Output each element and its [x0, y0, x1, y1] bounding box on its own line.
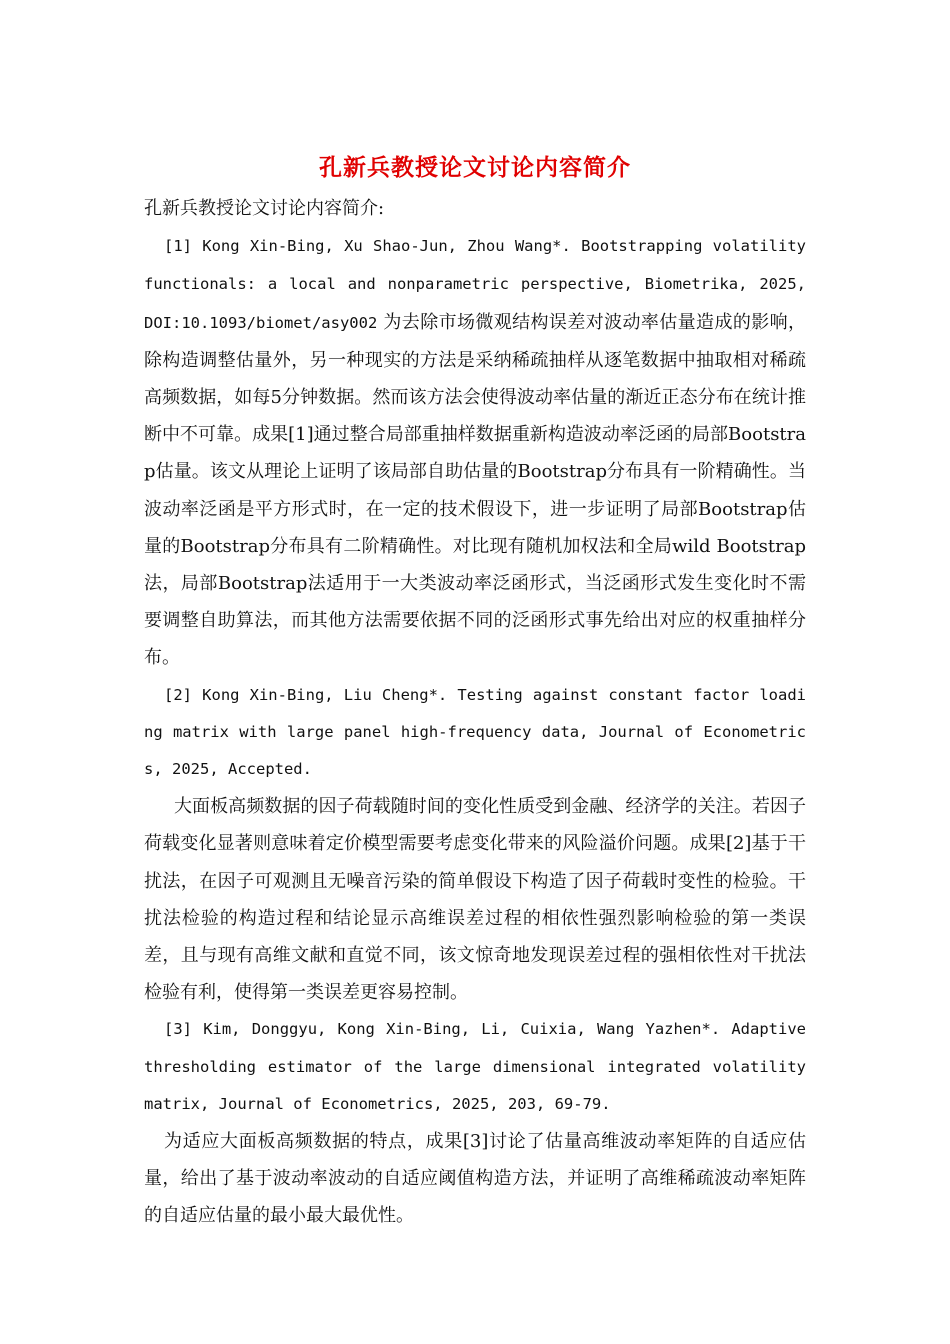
- document-page: [144, 150, 806, 1235]
- document-title: 孔新兵教授论文讨论内容简介: [319, 154, 631, 181]
- paper-2-citation: [2] Kong Xin-Bing, Liu Cheng*. Testing against constant factor loading matrix with large panel high-frequency data, Journal of Econometrics, 2025, Accepted.: [144, 685, 806, 779]
- intro-line: 孔新兵教授论文讨论内容简介:: [144, 198, 385, 219]
- paper-3-summary: 为适应大面板高频数据的特点，成果[3]讨论了估量高维波动率矩阵的自适应估量，给出了基于波动率波动的自适应阈值构造方法，并证明了高维稀疏波动率矩阵的自适应估量的最小最大最优性。: [144, 1131, 806, 1227]
- paper-1-summary: 为去除市场微观结构误差对波动率估量造成的影响，除构造调整估量外，另一种现实的方法是采纳稀疏抽样从逐笔数据中抽取相对稀疏高频数据，如每5分钟数据。然而该方法会使得波动率估量的渐近正态分布在统计推断中不可靠。成果[1]通过整合局部重抽样数据重新构造波动率泛函的局部Bootstrap估量。该文从理论上证明了该局部自助估量的Bootstrap分布具有一阶精确性。当波动率泛函是平方形式时，在一定的技术假设下，进一步证明了局部Bootstrap估量的Bootstrap分布具有二阶精确性。对比现有随机加权法和全局wild Bootstrap法，局部Bootstrap法适用于一大类波动率泛函形式，当泛函形式发生变化时不需要调整自助算法，而其他方法需要依据不同的泛函形式事先给出对应的权重抽样分布。: [144, 311, 806, 669]
- paper-3-citation: [3] Kim, Donggyu, Kong Xin-Bing, Li, Cuixia, Wang Yazhen*. Adaptive thresholding estimator of the large dimensional integrated volatility matrix, Journal of Econometrics, 2025, 203, 69-79.: [144, 1020, 806, 1113]
- paper-1-paragraph: [144, 227, 806, 676]
- paper-2-summary: 大面板高频数据的因子荷载随时间的变化性质受到金融、经济学的关注。若因子荷载变化显著则意味着定价模型需要考虑变化带来的风险溢价问题。成果[2]基于干扰法，在因子可观测且无噪音污染的简单假设下构造了因子荷载时变性的检验。干扰法检验的构造过程和结论显示高维误差过程的相依性强烈影响检验的第一类误差，且与现有高维文献和直觉不同，该文惊奇地发现误差过程的强相依性对干扰法检验有利，使得第一类误差更容易控制。: [144, 796, 806, 1004]
- paper-1-citation: [1] Kong Xin-Bing, Xu Shao-Jun, Zhou Wang*. Bootstrapping volatility functionals: a local and nonparametric perspective, Biometrika, 2025, DOI:10.1093/biomet/asy002: [144, 237, 806, 332]
